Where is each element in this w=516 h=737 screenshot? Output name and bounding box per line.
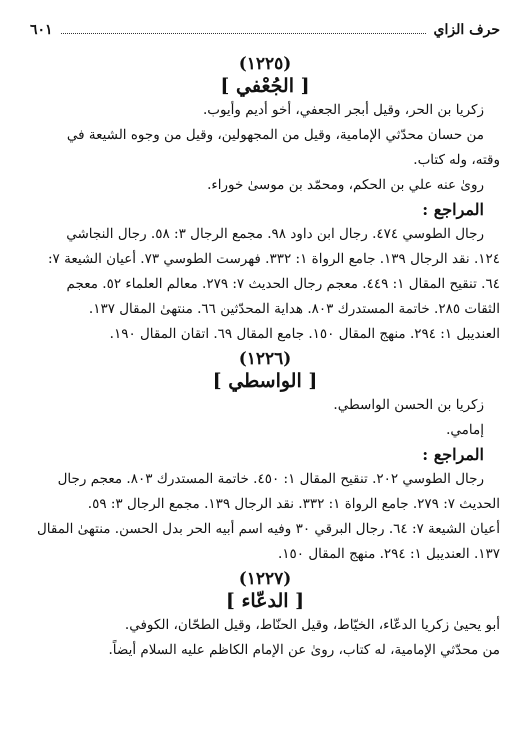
reference-line: رجال الطوسي ٤٧٤. رجال ابن داود ٩٨. مجمع الرجال ٣: ٥٨. رجال النجاشي (66, 226, 484, 242)
reference-line: العنديبل ١: ٢٩٤. منهج المقال ١٥٠. جامع المقال ٦٩. اتقان المقال ١٩٠. (109, 326, 500, 342)
entry-1226 (30, 349, 500, 567)
reference-line: رجال الطوسي ٢٠٢. تنقيح المقال ١: ٤٥٠. خاتمة المستدرك ٨٠٣. معجم رجال (57, 471, 484, 487)
entry-line: زكريا بن الحسن الواسطي. (333, 397, 484, 413)
entry-line: وقته، وله كتاب. (413, 152, 500, 168)
document-page (30, 22, 500, 722)
page-header (30, 22, 500, 44)
reference-line: أعيان الشيعة ٧: ٦٤. رجال البرقي ٣٠ وفيه اسم أبيه الحر بدل الحسن. منتهىٰ المقال (36, 521, 500, 537)
reference-line: ٦٤. تنقيح المقال ١: ٤٤٩. معجم رجال الحديث ٧: ٢٧٩. معالم العلماء ٥٢. معجم (66, 276, 500, 292)
entry-number: (١٢٢٦) (238, 349, 292, 369)
references-heading: المراجع : (422, 445, 484, 464)
entry-number: (١٢٢٧) (238, 569, 292, 589)
entry-title: [ الدعّاء ] (225, 590, 305, 612)
entry-line: من محدّثي الإمامية، له كتاب، روىٰ عن الإمام الكاظم عليه السلام أيضاً. (108, 642, 500, 658)
entry-line: روىٰ عنه علي بن الحكم، ومحمّد بن موسىٰ خوراء. (207, 177, 484, 193)
reference-line: الحديث ٧: ٢٧٩. جامع الرواة ١: ٣٣٢. نقد الرجال ١٣٩. مجمع الرجال ٣: ٥٩. (87, 496, 500, 512)
entry-number: (١٢٢٥) (238, 54, 292, 74)
entry-line: زكريا بن الحر، وقيل أبجر الجعفي، أخو أديم وأيوب. (202, 102, 484, 118)
reference-line: ١٢٤. نقد الرجال ١٣٩. جامع الرواة ١: ٣٣٢. فهرست الطوسي ٧٣. أعيان الشيعة ٧: (47, 251, 500, 267)
header-dotted-leader (61, 33, 426, 34)
chapter-title: حرف الزاي (433, 22, 500, 38)
reference-line: الثقات ٢٨٥. خاتمة المستدرك ٨٠٣. هداية المحدّثين ٦٦. منتهىٰ المقال ١٣٧. (88, 301, 500, 317)
entry-title: [ الواسطي ] (212, 370, 318, 392)
entry-line: من حسان محدّثي الإمامية، وقيل من المجهولين، وقيل من وجوه الشيعة في (66, 127, 484, 143)
references-heading: المراجع : (422, 200, 484, 219)
entry-1225 (30, 54, 500, 347)
entry-line: أبو يحيىٰ زكريا الدعّاء، الخيّاط، وقيل الحنّاط، وقيل الطحّان، الكوفي. (124, 617, 500, 633)
page-number: ٦٠١ (30, 22, 53, 38)
entry-1227 (30, 569, 500, 663)
entry-title: [ الجُعْفي ] (220, 75, 310, 97)
reference-line: ١٣٧. العنديبل ١: ٢٩٤. منهج المقال ١٥٠. (278, 546, 500, 562)
entry-line: إمامي. (446, 422, 484, 438)
